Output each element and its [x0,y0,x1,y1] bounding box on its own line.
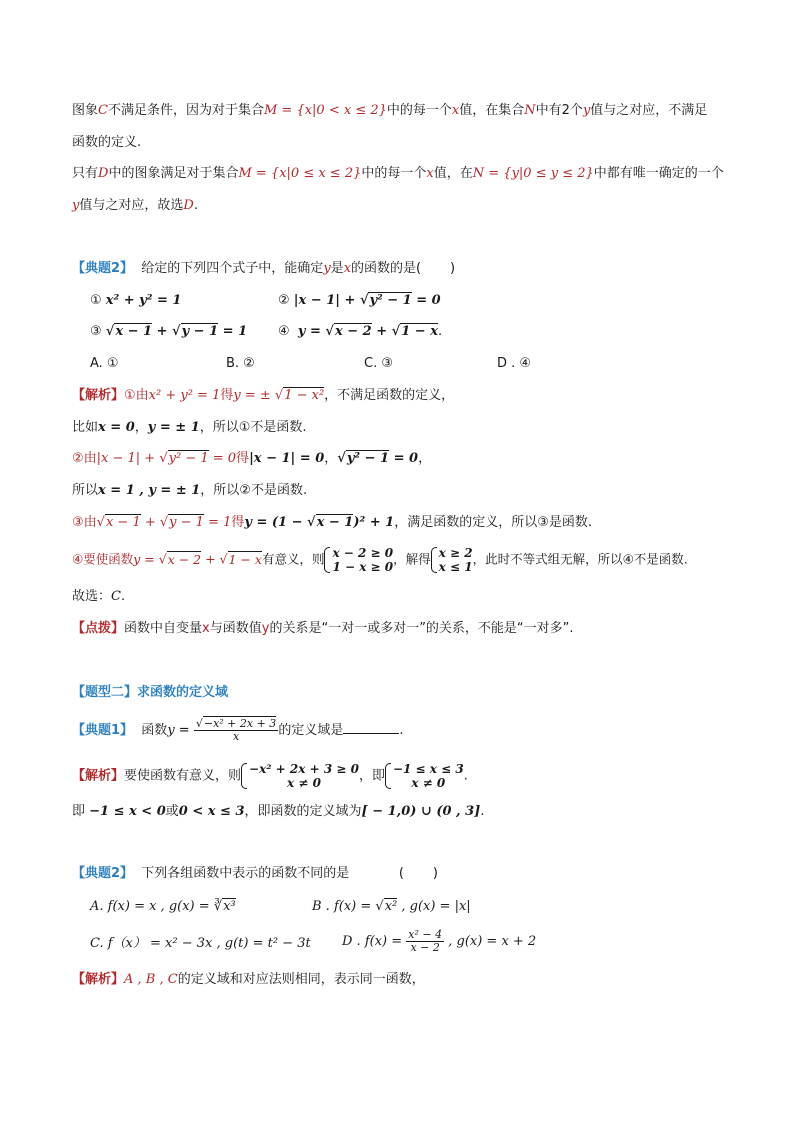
analysis-line: ③由√x − 1 + √y − 1 = 1得y = (1 − √x − 1)² + 1，满足函数的定义，所以③是函数. [72,515,592,530]
example-heading: 【典题2】 下列各组函数中表示的函数不同的是 ( ) [72,866,438,881]
analysis-line: 【解析】A , B , C的定义域和对应法则相同，表示同一函数， [72,972,425,987]
option-3: ③ √x − 1 + √y − 1 = 1 [90,324,248,339]
para-line: 图象C不满足条件，因为对于集合M = {x|0 < x ≤ 2}中的每一个x值，在集合N中有2个y值与之对应，不满足 [72,103,708,118]
choice-b: B. ② [226,356,255,371]
analysis-line: 比如x = 0，y = ± 1，所以①不是函数. [72,420,307,435]
example-tag: 【典题2】 [72,261,134,276]
tip-line: 【点拨】函数中自变量x与函数值y的关系是“一对一或多对一”的关系，不能是“一对多”. [72,621,574,636]
para-line: 函数的定义. [72,135,142,150]
choice-a: A. ① [90,356,119,371]
option-1: ① x² + y² = 1 [90,293,182,308]
option-4: ④ y = √x − 2 + √1 − x. [278,324,443,339]
example-tag: 【典题1】 [72,723,134,738]
choice-a: A. f(x) = x , g(x) = ∛x³ [90,899,236,914]
para-line: 只有D中的图象满足对于集合M = {x|0 ≤ x ≤ 2}中的每一个x值，在N = {y|0 ≤ y ≤ 2}中都有唯一确定的一个 [72,166,724,181]
analysis-line: 【解析】①由x² + y² = 1得y = ± √1 − x²，不满足函数的定义， [72,388,455,403]
example-heading: 【典题1】 函数y = $\frac{\text{√−x² + 2x + 3}}{x}$ 的定义域是 . [72,717,404,743]
analysis-tag: 【解析】 [72,972,125,987]
analysis-line: 故选：C. [72,589,126,604]
analysis-line: ④要使函数y = √x − 2 + √1 − x有意义，则 x − 2 ≥ 0 1 − x ≥ 0 ，解得 x ≥ 2 x ≤ 1 ，此时不等式组无解，所以④不是函数. [72,546,688,574]
option-2: ② |x − 1| + √y² − 1 = 0 [278,293,441,308]
choice-d: D . ④ [497,356,532,371]
choice-c: C. f（x） = x² − 3x , g(t) = t² − 3t [90,936,311,951]
analysis-tag: 【解析】 [72,768,125,784]
choice-c: C. ③ [364,356,393,371]
example-tag: 【典题2】 [72,866,134,881]
tip-tag: 【点拨】 [72,621,125,636]
analysis-line: 所以x = 1 , y = ± 1，所以②不是函数. [72,483,308,498]
choice-b: B . f(x) = √x² , g(x) = |x| [312,899,471,914]
section-title: 【题型二】求函数的定义域 [72,685,229,700]
answer-blank [343,721,399,734]
analysis-line: 【解析】要使函数有意义，则 −x² + 2x + 3 ≥ 0 x ≠ 0 ，即 −1 ≤ x ≤ 3 x ≠ 0 . [72,762,468,790]
analysis-line: ②由|x − 1| + √y² − 1 = 0得|x − 1| = 0，√y² − 1 = 0， [72,451,432,466]
example-heading: 【典题2】 给定的下列四个式子中，能确定y是x的函数的是( ) [72,261,456,276]
analysis-tag: 【解析】 [72,388,125,403]
analysis-line: 即 −1 ≤ x < 0或0 < x ≤ 3，即函数的定义域为[ − 1,0) ∪ (0 , 3]. [72,804,485,819]
para-line: y值与之对应，故选D. [72,198,198,213]
choice-d: D . f(x) = $\frac{\text{x² − 4}}{x - 2}$ , g(x) = x + 2 [342,928,537,954]
